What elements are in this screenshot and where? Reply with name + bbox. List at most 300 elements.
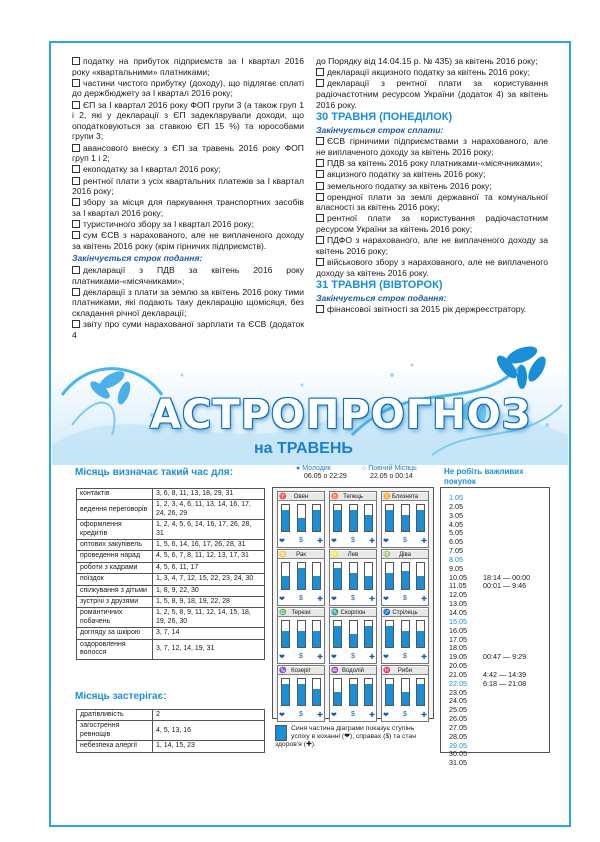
row-value: 1, 5, 8, 9, 18, 19, 22, 28 [153,597,265,608]
level-bar [416,504,425,532]
time-range: 6:18 — 21:08 [483,678,527,688]
row-label: загострення ревнощів [77,721,153,741]
level-bar [297,620,306,648]
zodiac-name [382,551,428,559]
table-row [77,710,265,721]
row-value: 3, 6, 8, 11, 13, 18, 29, 31 [153,489,265,500]
zodiac-label: Стрілець [392,610,418,616]
zodiac-label: Водолій [341,668,365,674]
zodiac-bars [333,504,373,532]
date-value: 3.05 [449,510,463,520]
warning-table [76,709,265,753]
zodiac-cell [381,665,429,722]
level-fill [386,684,393,705]
level-bar [312,678,321,706]
date-value: 15.05 [449,616,467,626]
zodiac-icons [279,653,323,661]
level-fill [365,576,372,589]
right_column-item [316,78,548,110]
row-value: 1, 8, 9, 22, 30 [153,585,265,596]
left_column-item [72,230,304,251]
checkbox-icon [316,193,324,201]
date-row [449,503,549,512]
level-fill [334,568,341,589]
row-label: поїздок [77,574,153,585]
checkbox-icon [316,170,324,178]
date-row [449,547,549,556]
level-bar [385,678,394,706]
zodiac-icons [331,711,375,719]
legend-swatch [275,725,287,741]
health-icon: ✚ [369,654,375,661]
health-icon: ✚ [317,654,323,661]
date-value: 28.05 [449,731,467,741]
zodiac-sign-icon: ♌ [331,552,339,558]
level-fill [282,631,289,647]
new-moon-label: Молодик [302,465,331,472]
money-icon: $ [403,537,407,544]
date-value: 18.05 [449,643,467,653]
row-value: 4, 5, 6, 11, 17 [153,562,265,573]
level-fill [402,515,409,531]
money-icon: $ [351,595,355,602]
item-text: до Порядку від 14.04.15 р. № 435) за квітень 2016 року; [316,56,538,66]
date-value: 24.05 [449,696,467,706]
left_column-item [72,143,304,164]
date-value: 10.05 [449,572,467,582]
heart-icon: ❤ [383,654,389,661]
checkbox-icon [316,68,324,76]
zodiac-icons [383,653,427,661]
level-bar [349,620,358,648]
time-range: 4:42 — 14:39 [483,669,527,679]
row-label: оздоровлення волосся [77,639,153,659]
zodiac-bars [385,562,425,590]
item-text: військового збору з нарахованого, але не виплаченого доходу за квітень 2016 року. [316,257,548,278]
date-value: 29.05 [449,740,467,750]
checkbox-icon [72,101,80,109]
zodiac-bars [385,504,425,532]
money-icon: $ [299,595,303,602]
zodiac-bars [281,562,321,590]
right_column-item [316,136,548,157]
zodiac-name [330,609,376,617]
money-icon: $ [351,537,355,544]
item-text: звіту про суми нарахованої зарплати та ЄСВ (додаток 4 [72,319,304,340]
level-bar [281,620,290,648]
zodiac-label: Терези [291,610,311,616]
heart-icon: ❤ [331,712,337,719]
table-row [77,597,265,608]
table-row [77,585,265,596]
zodiac-label: Телець [343,494,363,500]
date-row [449,538,549,547]
zodiac-name [278,551,324,559]
zodiac-name [382,609,428,617]
table-row [77,562,265,573]
level-bar [401,678,410,706]
item-text: ЄСВ гірничими підприємствами з нарахованого, але не виплаченого доходу за квітень 2016 року; [316,136,548,157]
level-fill [350,634,357,647]
level-fill [402,692,409,705]
zodiac-icons [383,537,427,545]
date-value: 14.05 [449,607,467,617]
level-fill [298,631,305,647]
checkbox-icon [72,165,80,173]
level-fill [417,631,424,647]
item-text: декларації з рентної плати за користування радіочастотним ресурсом України (додаток 4) за квітень 2016 року. [316,78,548,110]
row-label: догляду за шкірою [77,628,153,639]
zodiac-sign-icon: ♐ [383,610,391,616]
zodiac-label: Рак [296,552,306,558]
date-row [449,759,549,768]
level-fill [365,515,372,531]
zodiac-bars [333,678,373,706]
date-heading: 31 ТРАВНЯ (ВІВТОРОК) [316,279,443,292]
right_column-item [316,181,548,192]
row-value: 1, 5, 6, 14, 16, 17, 26, 28, 31 [153,540,265,551]
level-bar [349,504,358,532]
full-moon-value: 22.05 о 00:14 [370,473,413,480]
table-row [77,628,265,639]
checkbox-icon [316,258,324,266]
level-bar [297,504,306,532]
date-row [449,494,549,503]
checkbox-icon [316,305,324,313]
level-fill [350,573,357,589]
level-fill [298,518,305,531]
level-bar [349,678,358,706]
section-subheading: Закінчується строк подання: [316,292,447,303]
level-fill [334,692,341,705]
level-bar [416,562,425,590]
item-text: земельного податку за квітень 2016 року; [327,180,492,191]
checkbox-icon [72,288,80,296]
zodiac-icons [331,595,375,603]
level-fill [402,571,409,589]
full-moon-icon: ○ [362,465,367,472]
dates-list [440,487,550,768]
zodiac-cell [381,607,429,664]
zodiac-label: Риби [397,668,413,674]
level-bar [312,504,321,532]
level-fill [365,684,372,705]
zodiac-icons [279,595,323,603]
favorable-table [76,488,265,660]
table-row [77,520,265,540]
level-bar [385,562,394,590]
table-row [77,608,265,628]
zodiac-cell [277,607,325,664]
table-row [77,721,265,741]
right-column [316,56,548,316]
date-value: 2.05 [449,501,463,511]
level-bar [385,620,394,648]
level-bar [401,562,410,590]
zodiac-sign-icon: ♈ [279,494,287,500]
zodiac-label: Козеріг [291,668,311,674]
checkbox-icon [72,79,80,87]
level-fill [386,626,393,647]
level-fill [298,684,305,705]
left_column-item [72,176,304,197]
item-text: авансового внеску з ЄП за травень 2016 року ФОП груп 1 і 2; [72,142,304,164]
date-value: 20.05 [449,661,467,671]
zodiac-cell [329,549,377,606]
item-text: декларації з ПДВ за квітень 2016 року платниками-«місячниками»; [72,265,304,286]
table-row [77,540,265,551]
checkbox-icon [72,144,80,152]
item-text: екоподатку за І квартал 2016 року; [83,164,221,175]
heart-icon: ❤ [383,712,389,719]
health-icon: ✚ [369,596,375,603]
left_column-item [72,265,304,286]
left_column-item [72,100,304,142]
left-column [72,56,304,341]
level-bar [312,562,321,590]
zodiac-cell [329,607,377,664]
date-value: 12.05 [449,590,467,600]
table-row [77,500,265,520]
zodiac-sign-icon: ♑ [279,668,287,674]
left_column-item [72,56,304,77]
zodiac-name [278,493,324,501]
heart-icon: ❤ [279,654,285,661]
zodiac-name [382,667,428,675]
section-subheading: Закінчується строк подання: [72,253,203,264]
level-bar [416,620,425,648]
checkbox-icon [316,79,324,87]
item-text: акцизного податку за квітень 2016 року; [327,169,486,180]
level-bar [281,678,290,706]
heart-icon: ❤ [279,538,285,545]
level-bar [416,678,425,706]
table-row [77,574,265,585]
right_column-item [316,192,548,213]
left_column-item [72,78,304,99]
date-row [449,556,549,565]
zodiac-name [330,667,376,675]
zodiac-name [382,493,428,501]
level-fill [417,684,424,705]
date-value: 11.05 [449,581,467,591]
date-value: 13.05 [449,599,467,609]
zodiac-bars [281,678,321,706]
row-value: 4, 5, 13, 16 [153,721,265,741]
row-value: 1, 2, 4, 5, 6, 14, 16, 17, 26, 28, 31 [153,520,265,540]
level-bar [364,678,373,706]
table-row [77,551,265,562]
date-value: 17.05 [449,634,467,644]
zodiac-sign-icon: ♋ [279,552,287,558]
level-fill [334,510,341,531]
date-value: 23.05 [449,687,467,697]
row-value: 1, 2, 5, 8, 9, 11, 12, 14, 15, 18, 19, 26, 30 [153,608,265,628]
money-icon: $ [299,537,303,544]
level-fill [282,576,289,589]
item-text: орендної плати за землі державної та комунальної власності за квітень 2016 року; [316,191,548,213]
time-range: 00:01 — 9:46 [483,581,527,591]
row-label: роботи з кадрами [77,562,153,573]
level-bar [333,562,342,590]
section-subheading: Закінчується строк сплати: [316,124,444,135]
heart-icon: ❤ [279,596,285,603]
zodiac-legend [275,725,431,749]
zodiac-name [278,667,324,675]
zodiac-bars [281,504,321,532]
level-fill [417,576,424,589]
level-fill [350,510,357,531]
zodiac-bars [385,620,425,648]
zodiac-name [330,551,376,559]
time-range: 00:47 — 9:29 [483,652,527,662]
level-fill [402,631,409,647]
level-fill [298,568,305,589]
zodiac-sign-icon: ♏ [331,610,339,616]
right_column-item [316,213,548,234]
row-value: 4, 5, 6, 7, 8, 11, 12, 13, 17, 31 [153,551,265,562]
zodiac-bars [333,620,373,648]
date-value: 26.05 [449,714,467,724]
heart-icon: ❤ [279,712,285,719]
zodiac-legend-text: Синя частина діаграми показує ступінь успіху в коханні (❤), справах ($) та стан здоров'я (✚). [275,725,416,748]
level-fill [282,510,289,531]
date-value: 30.05 [449,749,467,759]
level-bar [281,504,290,532]
left_column-item [72,219,304,230]
heart-icon: ❤ [383,538,389,545]
row-value: 2 [153,710,265,721]
item-text: ПДВ за квітень 2016 року платниками-«місячниками»; [327,158,543,169]
date-value: 9.05 [449,563,463,573]
checkbox-icon [316,137,324,145]
item-text: частини чистого прибутку (доходу), що підлягає сплаті до держбюджету за І квартал 2016 року; [72,77,304,99]
row-value: 1, 14, 15, 23 [153,741,265,752]
date-row [449,521,549,530]
row-label: дратівливість [77,710,153,721]
level-fill [334,626,341,647]
zodiac-cell [277,549,325,606]
level-bar [349,562,358,590]
level-fill [313,689,320,705]
level-bar [364,562,373,590]
date-value: 4.05 [449,519,463,529]
row-label: ведення переговорів [77,500,153,520]
zodiac-bars [281,620,321,648]
zodiac-cell [381,549,429,606]
health-icon: ✚ [317,712,323,719]
checkbox-icon [72,231,80,239]
date-row [449,512,549,521]
item-text: ПДФО з нарахованого, але не виплаченого доходу за квітень 2016 року; [316,235,548,256]
full-moon-label: Повний Місяць [368,465,417,472]
astro-title: АСТРОПРОГНОЗ [150,392,532,438]
level-fill [313,576,320,589]
item-text: рентної плати з усіх квартальних платежів за І квартал 2016 року; [72,175,304,197]
row-label: зустрічі з друзями [77,597,153,608]
money-icon: $ [403,653,407,660]
level-fill [417,510,424,531]
right_column-item [316,169,548,180]
level-fill [386,510,393,531]
zodiac-name [330,493,376,501]
date-value: 7.05 [449,546,463,556]
level-bar [385,504,394,532]
row-value: 3, 7, 14 [153,628,265,639]
health-icon: ✚ [421,654,427,661]
heart-icon: ❤ [331,654,337,661]
new-moon-value: 06.05 о 22:29 [304,473,347,480]
zodiac-sign-icon: ♎ [279,610,287,616]
zodiac-icons [383,595,427,603]
left_column-item [72,287,304,319]
item-text: туристичного збору за І квартал 2016 року; [83,219,254,230]
item-text: фінансової звітності за 2015 рік держреєстратору. [327,304,527,315]
heart-icon: ❤ [383,596,389,603]
astro-subtitle: на ТРАВЕНЬ [254,440,353,457]
level-bar [364,620,373,648]
date-value: 1.05 [449,493,463,502]
health-icon: ✚ [369,538,375,545]
date-value: 19.05 [449,652,467,662]
date-value: 31.05 [449,758,467,768]
level-bar [297,678,306,706]
zodiac-sign-icon: ♒ [331,668,339,674]
level-fill [282,684,289,705]
item-text: рентної плати за користування радіочастотним ресурсом України за квітень 2016 року; [316,213,548,235]
date-value: 22.05 [449,678,467,688]
date-value: 25.05 [449,705,467,715]
zodiac-icons [331,537,375,545]
right_column-item [316,304,548,315]
zodiac-cell [277,491,325,548]
zodiac-icons [279,711,323,719]
zodiac-sign-icon: ♓ [383,668,391,674]
health-icon: ✚ [421,538,427,545]
level-bar [333,620,342,648]
level-bar [364,504,373,532]
row-label: романтичних побачень [77,608,153,628]
item-text: декларації акцизного податку за квітень 2016 року; [327,67,530,78]
heart-icon: ❤ [331,538,337,545]
table-row [77,489,265,500]
heart-icon: ❤ [331,596,337,603]
money-icon: $ [351,711,355,718]
checkbox-icon [72,57,80,65]
new-moon-icon: ● [296,465,301,472]
level-fill [386,573,393,589]
level-fill [313,510,320,531]
checkbox-icon [316,182,324,190]
full-moon-info [362,465,417,481]
level-bar [401,620,410,648]
level-fill [313,631,320,647]
checkbox-icon [316,159,324,167]
zodiac-icons [383,711,427,719]
zodiac-sign-icon: ♍ [383,552,391,558]
money-icon: $ [299,711,303,718]
money-icon: $ [403,595,407,602]
date-value: 8.05 [449,554,463,564]
row-label: спілкування з дітьми [77,585,153,596]
item-text: податку на прибуток підприємств за І квартал 2016 року «квартальними» платниками; [72,56,304,77]
money-icon: $ [403,711,407,718]
item-text: збору за місця для паркування транспортних засобів за І квартал 2016 року; [72,197,304,218]
dates-heading: Не робіть важливих покупок [444,467,524,486]
right_column-item [316,235,548,256]
checkbox-icon [316,236,324,244]
level-bar [297,562,306,590]
